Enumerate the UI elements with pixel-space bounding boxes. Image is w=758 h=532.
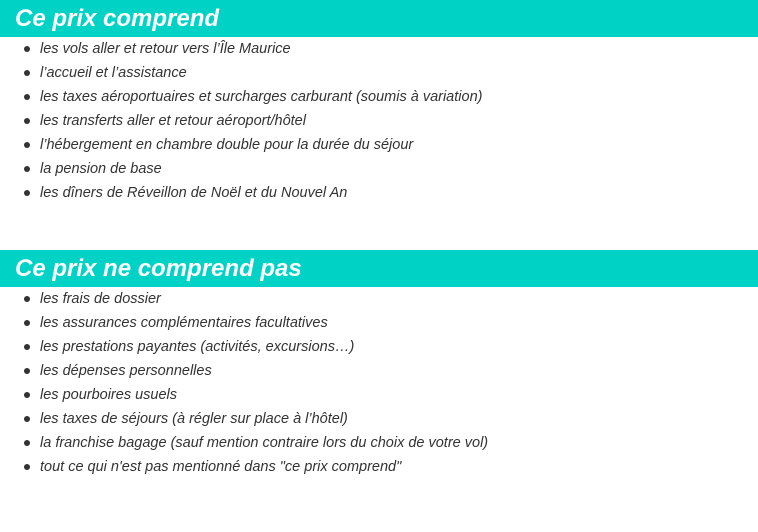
list-item: les dîners de Réveillon de Noël et du Nouvel An — [24, 181, 758, 205]
bullet-icon — [24, 190, 30, 196]
list-item: les frais de dossier — [24, 287, 758, 311]
bullet-icon — [24, 416, 30, 422]
excluded-header: Ce prix ne comprend pas — [0, 250, 758, 287]
bullet-icon — [24, 464, 30, 470]
list-item: les taxes de séjours (à régler sur place à l’hôtel) — [24, 407, 758, 431]
list-item: tout ce qui n'est pas mentionné dans "ce prix comprend" — [24, 455, 758, 479]
included-list — [0, 37, 758, 205]
bullet-icon — [24, 166, 30, 172]
list-item: la franchise bagage (sauf mention contraire lors du choix de votre vol) — [24, 431, 758, 455]
list-item: les prestations payantes (activités, excursions…) — [24, 335, 758, 359]
list-item: les vols aller et retour vers l’Île Maurice — [24, 37, 758, 61]
section-spacer — [0, 205, 758, 250]
bullet-icon — [24, 344, 30, 350]
bullet-icon — [24, 94, 30, 100]
list-item: l’hébergement en chambre double pour la durée du séjour — [24, 133, 758, 157]
excluded-section — [0, 250, 758, 479]
bullet-icon — [24, 296, 30, 302]
list-item: les pourboires usuels — [24, 383, 758, 407]
bullet-icon — [24, 142, 30, 148]
bullet-icon — [24, 320, 30, 326]
excluded-list — [0, 287, 758, 479]
bullet-icon — [24, 70, 30, 76]
included-header: Ce prix comprend — [0, 0, 758, 37]
bullet-icon — [24, 46, 30, 52]
bullet-icon — [24, 392, 30, 398]
list-item: la pension de base — [24, 157, 758, 181]
list-item: les assurances complémentaires facultatives — [24, 311, 758, 335]
list-item: les transferts aller et retour aéroport/hôtel — [24, 109, 758, 133]
list-item: les dépenses personnelles — [24, 359, 758, 383]
bullet-icon — [24, 440, 30, 446]
bullet-icon — [24, 118, 30, 124]
list-item: l’accueil et l’assistance — [24, 61, 758, 85]
bullet-icon — [24, 368, 30, 374]
included-section — [0, 0, 758, 205]
list-item: les taxes aéroportuaires et surcharges carburant (soumis à variation) — [24, 85, 758, 109]
